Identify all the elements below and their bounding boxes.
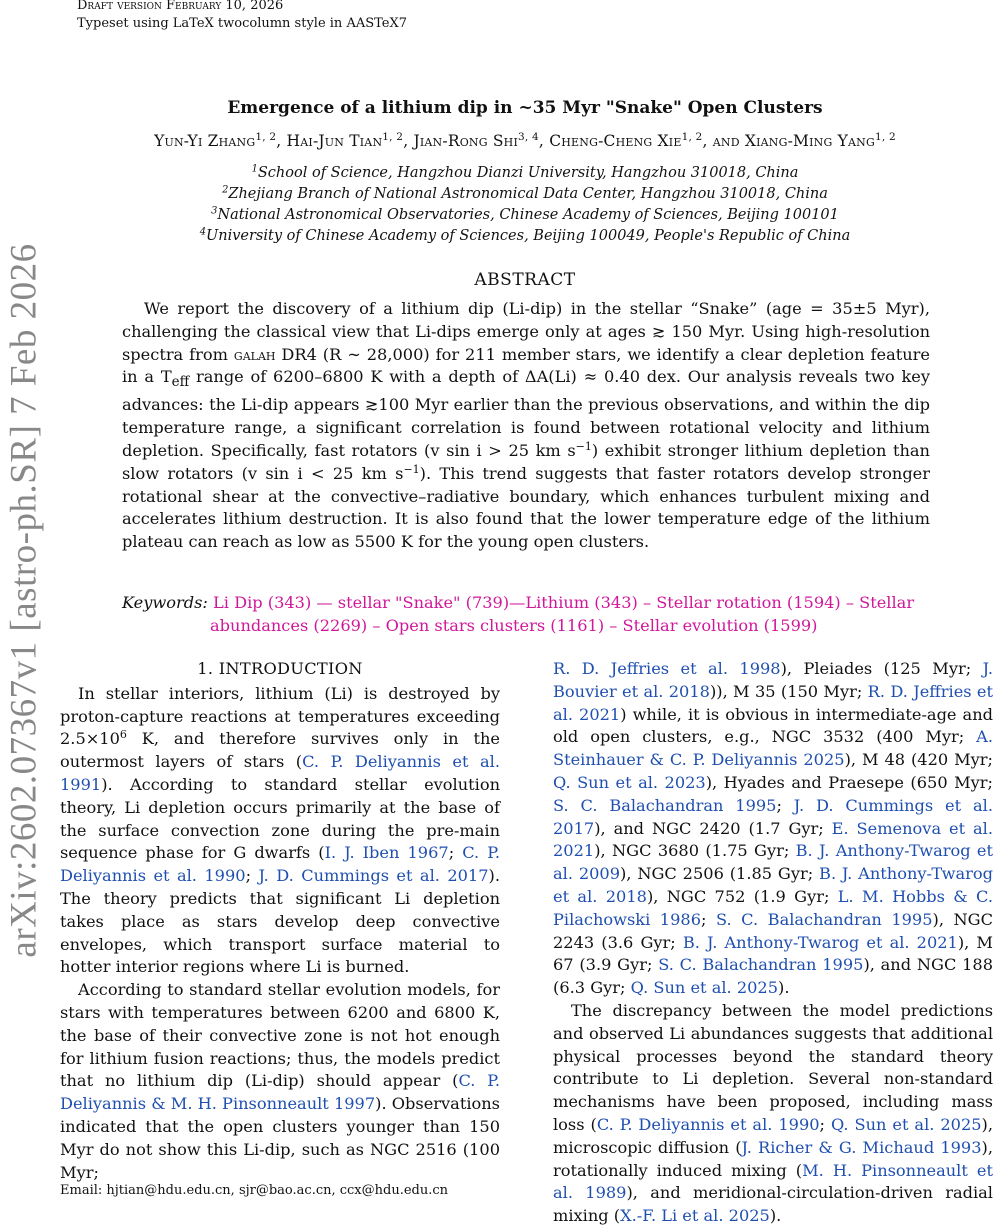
- typeset-line: Typeset using LaTeX twocolumn style in AASTeX7: [77, 16, 408, 31]
- keyword-link[interactable]: – Open stars clusters (1161): [367, 615, 605, 635]
- citation-link[interactable]: B. J. Anthony-Twarog et al. 2018: [553, 864, 993, 906]
- arxiv-identifier[interactable]: arXiv:2602.07367v1 [astro-ph.SR] 7 Feb 2026: [3, 242, 45, 958]
- header-notes: [77, 0, 407, 33]
- keyword-link[interactable]: – Stellar abundances (2269): [210, 593, 915, 635]
- right-column: [553, 658, 993, 1228]
- citation-link[interactable]: C. P. Deliyannis et al. 1991: [60, 752, 500, 794]
- affiliation: $^1$School of Science, Hangzhou Dianzi University, Hangzhou 310018, China: [251, 163, 799, 181]
- citation-link[interactable]: M. H. Pinsonneault et al. 1989: [553, 1160, 993, 1203]
- author: Hai-Jun Tian$^{1, 2}$: [286, 131, 404, 150]
- citation-link[interactable]: S. C. Balachandran 1995: [716, 909, 933, 929]
- author: Jian-Rong Shi$^{3, 4}$: [413, 131, 539, 150]
- keyword-link[interactable]: Li Dip (343) — stellar "Snake" (739)—Lithium (343): [213, 593, 638, 612]
- citation-link[interactable]: E. Semenova et al. 2021: [553, 818, 993, 861]
- citation-link[interactable]: C. P. Deliyannis & M. H. Pinsonneault 1997: [60, 1071, 501, 1114]
- citation-link[interactable]: L. M. Hobbs & C. Pilachowski 1986: [553, 886, 993, 929]
- citation-link[interactable]: Q. Sun et al. 2025: [630, 978, 779, 998]
- citation-link[interactable]: B. J. Anthony-Twarog et al. 2009: [553, 841, 993, 884]
- citation-link[interactable]: S. C. Balachandran 1995: [553, 795, 777, 815]
- paragraph-continued: R. D. Jeffries et al. 1998), Pleiades (125 Myr; J. Bouvier et al. 2018)), M 35 (150 Myr; R. D. Jeffries et al. 2021) while, it is obvious in intermediate-age and old open clusters, e.g., NGC 3532 (400 Myr; A. Steinhauer & C. P. Deliyannis 2025), M 48 (420 Myr; Q. Sun et al. 2023), Hyades and Praesepe (650 Myr; S. C. Balachandran 1995; J. D. Cummings et al. 2017), and NGC 2420 (1.7 Gyr; E. Semenova et al. 2021), NGC 3680 (1.75 Gyr; B. J. Anthony-Twarog et al. 2009), NGC 2506 (1.85 Gyr; B. J. Anthony-Twarog et al. 2018), NGC 752 (1.9 Gyr; L. M. Hobbs & C. Pilachowski 1986; S. C. Balachandran 1995), NGC 2243 (3.6 Gyr; B. J. Anthony-Twarog et al. 2021), M 67 (3.9 Gyr; S. C. Balachandran 1995), and NGC 188 (6.3 Gyr; Q. Sun et al. 2025).: [553, 659, 993, 998]
- draft-line: Draft version February 10, 2026: [77, 0, 284, 13]
- citation-link[interactable]: J. D. Cummings et al. 2017: [258, 866, 489, 886]
- paragraph: The discrepancy between the model predictions and observed Li abundances suggests that additional physical processes beyond the standard theory contribute to Li depletion. Several non-standard mechanisms have been proposed, including mass loss (C. P. Deliyannis et al. 1990; Q. Sun et al. 2025), microscopic diffusion (J. Richer & G. Michaud 1993), rotationally induced mixing (M. H. Pinsonneault et al. 1989), and meridional-circulation-driven radial mixing (X.-F. Li et al. 2025).: [553, 1000, 993, 1226]
- affiliation: $^3$National Astronomical Observatories, Chinese Academy of Sciences, Beijing 100101: [211, 205, 839, 223]
- citation-link[interactable]: I. J. Iben 1967: [324, 843, 449, 863]
- citation-link[interactable]: Q. Sun et al. 2023: [553, 772, 706, 792]
- left-column: [60, 658, 500, 1184]
- citation-link[interactable]: J. Bouvier et al. 2018: [553, 659, 993, 701]
- citation-link[interactable]: B. J. Anthony-Twarog et al. 2021: [682, 932, 958, 952]
- keywords-label: Keywords:: [122, 593, 208, 612]
- author: Yun-Yi Zhang$^{1, 2}$: [154, 131, 277, 150]
- abstract-body: We report the discovery of a lithium dip (Li-dip) in the stellar “Snake” (age = 35±5 Myr), challenging the classical view that Li-dips emerge only at ages ≳ 150 Myr. Using high-resolution spectra from galah DR4 (R ∼ 28,000) for 211 member stars, we identify a clear depletion feature in a $T_{eff}$ range of 6200–6800 K with a depth of ΔA(Li) ≈ 0.40 dex. Our analysis reveals two key advances: the Li-dip appears ≳100 Myr earlier than the previous observations, and within the dip temperature range, a significant correlation is found between rotational velocity and lithium depletion. Specifically, fast rotators (v sin i > 25 km $s^{-1}$) exhibit stronger lithium depletion than slow rotators (v sin i < 25 km $s^{-1}$). This trend suggests that faster rotators develop stronger rotational shear at the convective–radiative boundary, which enhances turbulent mixing and accelerates lithium destruction. It is also found that the lower temperature edge of the lithium plateau can reach as low as 5500 K for the young open clusters.: [122, 299, 931, 552]
- keyword-link[interactable]: – Stellar rotation (1594): [637, 593, 841, 612]
- author: Cheng-Cheng Xie$^{1, 2}$: [549, 131, 703, 150]
- affiliations: [120, 163, 930, 247]
- paragraph: According to standard stellar evolution models, for stars with temperatures between 6200 and 6800 K, the base of their convective zone is not hot enough for lithium fusion reactions; thus, the models predict that no lithium dip (Li-dip) should appear (C. P. Deliyannis & M. H. Pinsonneault 1997). Observations indicated that the open clusters younger than 150 Myr do not show this Li-dip, such as NGC 2516 (100 Myr;: [60, 980, 501, 1182]
- citation-link[interactable]: R. D. Jeffries et al. 2021: [553, 681, 993, 724]
- paper-title: Emergence of a lithium dip in ~35 Myr "Snake" Open Clusters: [227, 98, 823, 118]
- arxiv-stamp: [0, 0, 48, 1200]
- citation-link[interactable]: C. P. Deliyannis et al. 1990: [596, 1114, 820, 1134]
- citation-link[interactable]: C. P. Deliyannis et al. 1990: [60, 843, 500, 886]
- affiliation: $^4$University of Chinese Academy of Sciences, Beijing 100049, People's Republic of China: [199, 226, 851, 244]
- author-list: Yun-Yi Zhang$^{1, 2}$, Hai-Jun Tian$^{1, 2}$, Jian-Rong Shi$^{3, 4}$, Cheng-Cheng Xie$^{1, 2}$, and Xiang-Ming Yang$^{1, 2}$: [154, 131, 896, 150]
- author: Xiang-Ming Yang$^{1, 2}$: [744, 131, 896, 150]
- section-heading-introduction: 1. INTRODUCTION: [197, 659, 363, 678]
- citation-link[interactable]: X.-F. Li et al. 2025: [620, 1206, 770, 1226]
- paragraph: In stellar interiors, lithium (Li) is destroyed by proton-capture reactions at temperatures exceeding $2.5\times 10^6$ K, and therefore survives only in the outermost layers of stars (C. P. Deliyannis et al. 1991). According to standard stellar evolution theory, Li depletion occurs primarily at the base of the surface convection zone during the pre-main sequence phase for G dwarfs (I. J. Iben 1967; C. P. Deliyannis et al. 1990; J. D. Cummings et al. 2017). The theory predicts that significant Li depletion takes place as stars develop deep convective envelopes, which transport surface material to hotter interior regions where Li is burned.: [60, 683, 500, 977]
- citation-link[interactable]: J. Richer & G. Michaud 1993: [741, 1137, 982, 1157]
- citation-link[interactable]: S. C. Balachandran 1995: [658, 955, 864, 975]
- abstract-heading: ABSTRACT: [474, 270, 576, 290]
- keyword-link[interactable]: – Stellar evolution (1599): [604, 615, 818, 635]
- citation-link[interactable]: R. D. Jeffries et al. 1998: [553, 659, 781, 678]
- citation-link[interactable]: A. Steinhauer & C. P. Deliyannis 2025: [553, 727, 993, 770]
- affiliation: $^2$Zhejiang Branch of National Astronomical Data Center, Hangzhou 310018, China: [222, 184, 828, 202]
- citation-link[interactable]: Q. Sun et al. 2025: [830, 1114, 982, 1134]
- keywords: [122, 592, 930, 638]
- author-conjunction: and: [712, 132, 740, 150]
- footnote-email: Email: hjtian@hdu.edu.cn, sjr@bao.ac.cn, ccx@hdu.edu.cn: [60, 1183, 449, 1198]
- citation-link[interactable]: J. D. Cummings et al. 2017: [553, 795, 993, 838]
